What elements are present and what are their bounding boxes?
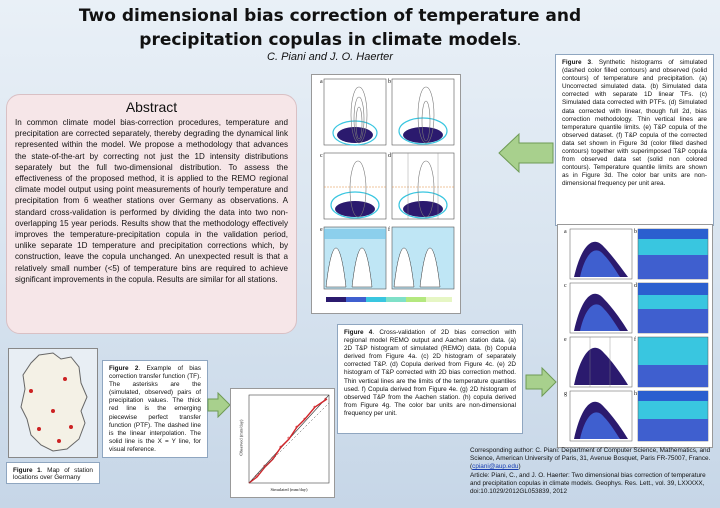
figure1-map [8, 348, 98, 458]
figure3-caption-label: Figure 3 [562, 59, 592, 66]
germany-map [9, 349, 97, 457]
figure4-caption [337, 324, 523, 434]
abstract-panel [6, 94, 297, 334]
fig4-letter-f: f [634, 337, 636, 343]
fig4-letter-h: h [634, 391, 637, 397]
arrow-fig1 [46, 344, 68, 356]
fig4-letter-c: c [564, 283, 567, 289]
arrow-fig3 [497, 132, 555, 174]
author-email-link[interactable]: cpiani@aup.edu [472, 463, 519, 471]
svg-text:*: * [287, 437, 290, 443]
svg-text:*: * [263, 465, 266, 471]
corresponding-author [470, 447, 714, 496]
fig2-transfer-function [231, 389, 334, 497]
svg-text:*: * [295, 426, 298, 432]
fig3-letter-e: e [320, 227, 323, 233]
figure2-plot [230, 388, 335, 498]
figure3-caption [555, 54, 714, 226]
fig3-letter-b: b [388, 79, 391, 85]
figure2-caption-text: . Example of bias correction transfer function (TF). The asterisks are the (simulated, observed) pairs of precipitation values. The thick red line is the emerging piecewise perfect transfer function (PTF). The dashed line is the linear interpolation. The solid line is the X = Y line, for visual reference. [109, 365, 201, 453]
figure1-caption [6, 462, 100, 484]
fig4-letter-g: g [564, 391, 567, 397]
svg-text:*: * [279, 446, 282, 452]
figure3-image [311, 74, 461, 314]
arrow-fig4 [524, 366, 558, 398]
fig4-letter-b: b [634, 229, 637, 235]
corresp-article: Article: Piani, C., and J. O. Haerter: Two dimensional bias correction of temperature and precipitation copulas in climate models. Geophys. Res. Lett., vol. 39, LXXXXX, doi:10.1029/2012GL053839, 2012 [470, 471, 706, 496]
figure3-caption-text: . Synthetic histograms of simulated (dashed color filled contours) and observed (solid contours) of temperature and precipitation. (a) Uncorrected simulated data. (b) Simulated data corrected with separate 1D linear TFs. (c) Simulated data corrected with PTFs. (d) Simulated data corrected with linear, though full 2d, bias correction methodology. Thin vertical lines are temperature quantile limits. (e) T&P copula of the observed dataset. (f) T&P copula of the corrected data set shown in Figure 3d (color filled dashed contours) together with superimposed T&P copula from observed data set (solid non colored contours). Temperature quantile limits are shown as in Figure 3d. The color bar units are non-dimensional frequency per unit area. [562, 59, 708, 188]
arrow-fig2 [206, 392, 232, 418]
figure2-caption [102, 360, 208, 458]
svg-text:*: * [303, 418, 306, 424]
poster-title-end: . [517, 38, 521, 48]
svg-text:*: * [324, 398, 327, 404]
figure4-caption-label: Figure 4 [344, 329, 373, 336]
figure4-caption-text: . Cross-validation of 2D bias correction with regional model REMO output and Aachen station data. (a) 2D T&P histogram of simulated (REMO) data. (b) Copula derived from Figure 4a. (c) 2D histogram of separately corrected T&P. (d) Copula derived from Figure 4c. (e) 2D histogram of T&P corrected with 2D bias correction method. Thin vertical lines are the limits of the temperature quantiles used. f) Copula derived from Figure 4e. (g) 2D histogram of observed T&P from the Aachen station. (h) copula derived from Figure 4g. The color bar units are non-dimensional frequency per unit. [344, 329, 516, 417]
fig2-xlabel: Simulated (mm/day) [270, 487, 308, 492]
fig2-ylabel: Observed (mm/day) [238, 419, 244, 456]
fig4-letter-d: d [634, 283, 637, 289]
figure2-caption-label: Figure 2 [109, 365, 139, 372]
fig4-letter-a: a [564, 229, 567, 235]
figure1-caption-text: . Map of station locations over Germany [13, 467, 93, 482]
poster-title-text: Two dimensional bias correction of temperature and precipitation copulas in climate models [78, 6, 582, 50]
svg-text:*: * [271, 457, 274, 463]
poster-title [40, 4, 620, 55]
fig3-letter-a: a [320, 79, 323, 85]
fig3-letter-d: d [388, 153, 391, 159]
abstract-heading: Abstract [125, 99, 178, 115]
figure4-image [557, 224, 713, 448]
fig3-letter-f: f [388, 227, 390, 233]
corresp-line1: Corresponding author: C. Piani: Department of Computer Science, Mathematics, and Science, American University of Paris, 31, Avenue Bosquet, Paris FR-75007, France. ( [470, 447, 711, 471]
poster-authors: C. Piani and J. O. Haerter [267, 51, 393, 63]
figure1-caption-label: Figure 1 [13, 467, 41, 474]
fig4-letter-e: e [564, 337, 567, 343]
abstract-text: In common climate model bias-correction procedures, temperature and precipitation are corrected separately, thereby degrading the dynamical link represented within the model. We propose a methodology that advances the state-of-the-art by correcting not just the 1D intensity distributions separately but the full two-dimensional distribution. To assess the effectiveness of the proposed method, it is applied to the REMO regional climate model output using point measurements of hourly temperature and precipitation from 6 weather stations over Germany as observations. A standard cross-validation is performed by dividing the data into two non-overlapping 15 year periods. Results show that the methodology effectively improves the temperature-precipitation copula in the validation period, unlike separate 1D temperature and precipitation corrections which, by construction, leave the copula unchanged. An unexpected result is that a relatively small number (<5) of temperature bins are required to achieve significant improvements in the copula. Results are similar for all stations. [15, 118, 288, 284]
fig3-letter-c: c [320, 153, 323, 159]
corresp-line1-end: ) [518, 463, 521, 471]
svg-text:*: * [313, 406, 316, 412]
svg-text:*: * [255, 475, 258, 481]
